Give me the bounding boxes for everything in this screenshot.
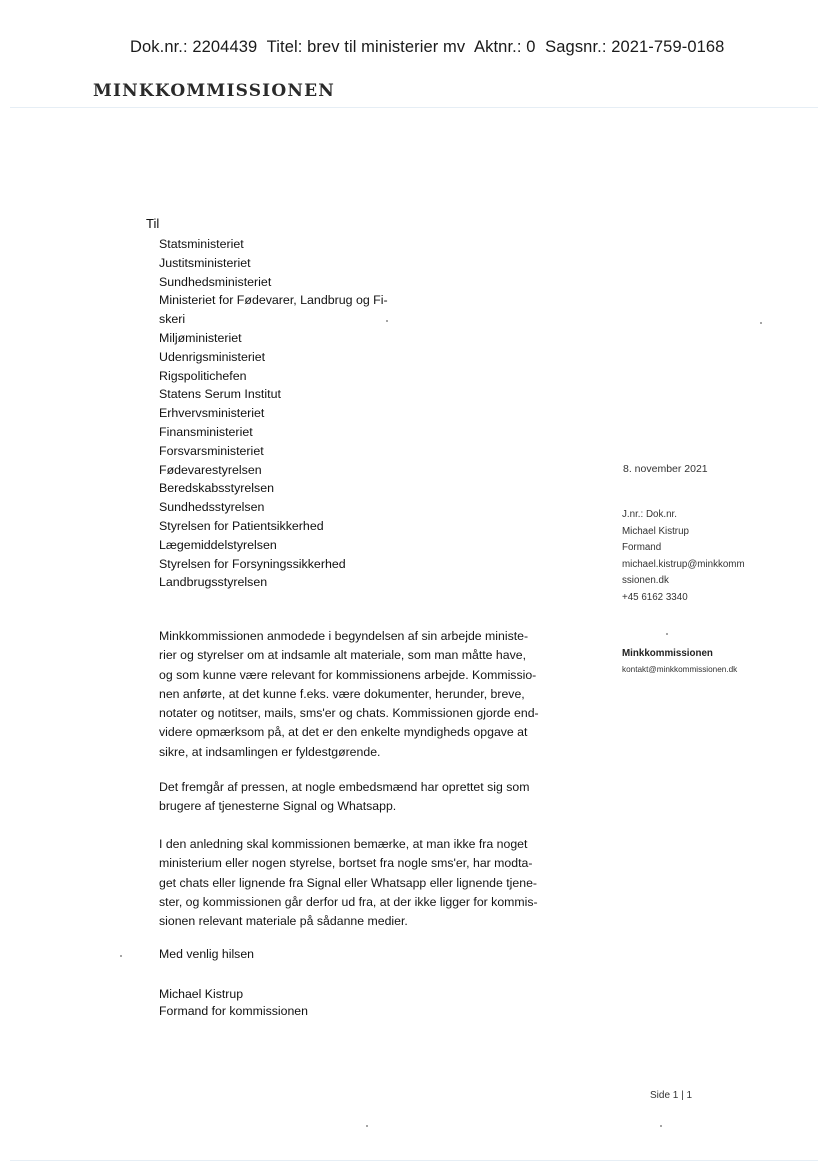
recipient-item: Statens Serum Institut [159,387,281,402]
sender-name: Michael Kistrup [622,525,689,537]
recipient-item: Udenrigsministeriet [159,349,266,364]
case-number: Sagsnr.: 2021-759-0168 [545,38,725,56]
recipient-item: Forsvarsministeriet [159,443,264,458]
recipient-item: Sundhedsministeriet [159,274,272,289]
recipient-item: Fødevarestyrelsen [159,462,262,477]
sidebar-org-email: kontakt@minkkommissionen.dk [622,665,738,674]
recipient-item: skeri [159,312,186,327]
scan-speck [386,320,388,322]
letterhead-org-name: MINKKOMMISSIONEN [93,81,335,101]
text-line: notater og notitser, mails, sms'er og chats. Kommissionen gjorde end- [159,706,539,721]
document-header [130,38,729,57]
signature-title: Formand for kommissionen [159,1004,308,1018]
text-line: videre opmærksom på, at det er den enkelte myndigheds opgave at [159,725,528,740]
scan-speck [760,322,762,324]
recipient-item: Lægemiddelstyrelsen [159,537,277,552]
footer-divider [10,1160,818,1161]
recipient-item: Miljøministeriet [159,330,242,345]
recipient-item: Rigspolitichefen [159,368,247,383]
recipient-item: Styrelsen for Patientsikkerhed [159,518,324,533]
recipient-item: Beredskabsstyrelsen [159,481,275,496]
scan-speck [366,1125,368,1127]
scan-speck [660,1125,662,1127]
sender-email-continued: ssionen.dk [622,575,669,586]
text-line: Minkkommissionen anmodede i begyndelsen af sin arbejde ministe- [159,629,529,643]
sender-role: Formand [622,542,662,553]
sender-contact-block [622,507,822,606]
text-line: I den anledning skal kommissionen bemærke, at man ikke fra noget [159,837,528,851]
doc-title: Titel: brev til ministerier mv [266,38,466,56]
doc-number: Dok.nr.: 2204439 [130,38,258,56]
sender-phone: +45 6162 3340 [622,591,688,603]
signature-name: Michael Kistrup [159,987,244,1001]
text-line: ster, og kommissionen går derfor ud fra, at der ikke ligger for kommis- [159,894,538,909]
text-line: Det fremgår af pressen, at nogle embedsmænd har oprettet sig som [159,780,530,794]
recipient-item: Styrelsen for Forsyningssikkerhed [159,556,346,571]
recipient-item: Sundhedsstyrelsen [159,500,265,515]
text-line: nen anførte, at det kunne f.eks. være dokumenter, herunder, breve, [159,686,525,701]
recipient-list [159,235,409,592]
recipient-item: Statsministeriet [159,237,244,251]
recipient-item: Finansministeriet [159,424,253,439]
text-line: get chats eller lignende fra Signal eller Whatsapp eller lignende tjene- [159,875,538,890]
text-line: sikre, at indsamlingen er fyldestgørende. [159,744,381,759]
sender-email: michael.kistrup@minkkomm [622,558,745,570]
scan-speck [120,955,122,957]
body-paragraph-3 [159,835,579,931]
sidebar-org-name: Minkkommissionen [622,648,713,659]
recipient-item: Landbrugsstyrelsen [159,575,268,590]
text-line: rier og styrelser om at indsamle alt materiale, som man måtte have, [159,648,526,663]
header-divider [10,107,818,108]
page-number: Side 1 | 1 [650,1090,693,1101]
text-line: ministerium eller nogen styrelse, bortset fra nogle sms'er, har modta- [159,856,533,871]
body-paragraph-1 [159,627,579,762]
recipient-item: Erhvervsministeriet [159,406,265,421]
closing-salutation: Med venlig hilsen [159,947,255,961]
scan-speck [666,633,668,635]
text-line: og som kunne være relevant for kommissionens arbejde. Kommissio- [159,667,537,682]
text-line: sionen relevant materiale på sådanne medier. [159,914,408,929]
text-line: brugere af tjenesterne Signal og Whatsapp. [159,799,397,814]
journal-number: J.nr.: Dok.nr. [622,509,677,520]
recipient-item: Ministeriet for Fødevarer, Landbrug og Fi- [159,293,388,308]
act-number: Aktnr.: 0 [474,38,536,56]
letter-date: 8. november 2021 [623,463,708,475]
body-paragraph-2 [159,778,579,817]
recipient-item: Justitsministeriet [159,255,251,270]
to-label: Til [146,216,160,231]
